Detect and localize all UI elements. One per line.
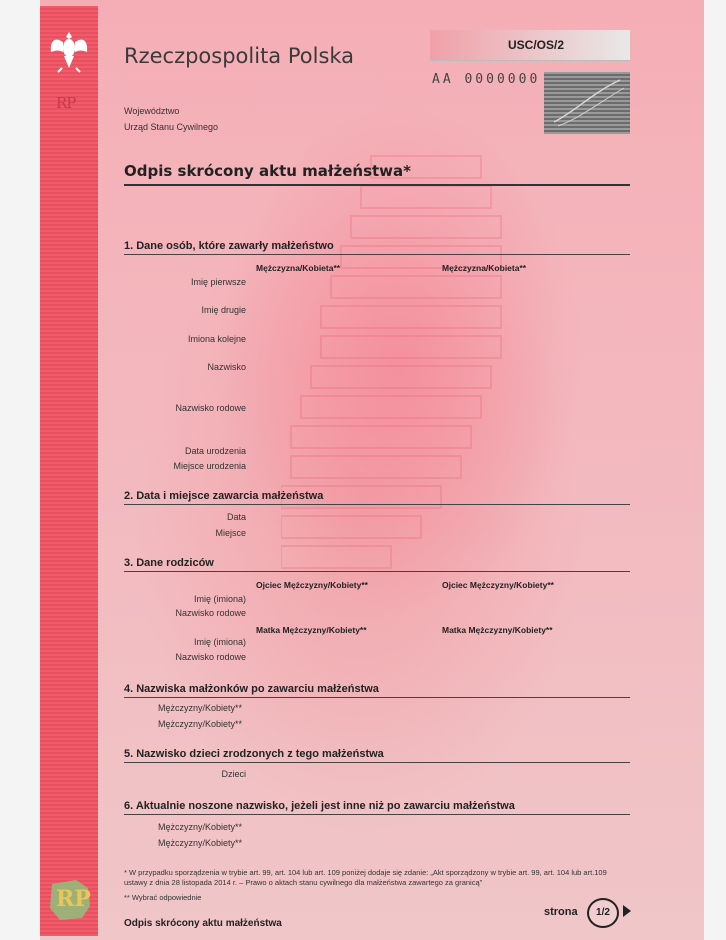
field-label-mother-surname: Nazwisko rodowe bbox=[175, 652, 246, 662]
section-2-title: 2. Data i miejsce zawarcia małżeństwa bbox=[124, 490, 324, 502]
field-label-current-surname-2: Mężczyzny/Kobiety** bbox=[158, 838, 243, 848]
registry-office-label: Urząd Stanu Cywilnego bbox=[124, 122, 219, 132]
page-number: 1/2 bbox=[587, 898, 619, 928]
field-label-children: Dzieci bbox=[221, 769, 246, 779]
section-5-title: 5. Nazwisko dzieci zrodzonych z tego małżeństwa bbox=[124, 748, 384, 760]
field-label-other-names: Imiona kolejne bbox=[187, 334, 246, 344]
footnote-1: * W przypadku sporządzenia w trybie art. 99, art. 104 lub art. 109 poniżej dodaje się zdanie: „Akt sporządzony w trybie art. 99, art. 104 lub art.109 ustawy z dnia 28 listopada 2014 r. – Prawo o aktach stanu cywilnego dla małżeństwa zawartego za granicą” bbox=[124, 868, 607, 887]
field-label-birth-date: Data urodzenia bbox=[184, 446, 246, 456]
section-4-divider bbox=[124, 697, 630, 698]
section-1-title: 1. Dane osób, które zawarły małżeństwo bbox=[124, 240, 334, 252]
field-label-current-surname-1: Mężczyzny/Kobiety** bbox=[158, 822, 243, 832]
rp-watermark-pattern bbox=[250, 120, 510, 600]
s3-father-1-header: Ojciec Mężczyzny/Kobiety** bbox=[256, 580, 368, 590]
voivodeship-label: Województwo bbox=[124, 106, 180, 116]
hologram-image bbox=[544, 72, 630, 134]
document-title: Odpis skrócony aktu małżeństwa* bbox=[124, 162, 411, 180]
section-3-divider bbox=[124, 571, 630, 572]
field-label-maiden-name: Nazwisko rodowe bbox=[175, 403, 246, 413]
s1-column-1-header: Mężczyzna/Kobieta** bbox=[256, 263, 341, 273]
next-page-arrow-icon[interactable] bbox=[623, 905, 631, 917]
s3-father-2-header: Ojciec Mężczyzny/Kobiety** bbox=[442, 580, 554, 590]
s1-column-2-header: Mężczyzna/Kobieta** bbox=[442, 263, 527, 273]
field-label-father-surname: Nazwisko rodowe bbox=[175, 608, 246, 618]
paper-margin-left bbox=[0, 0, 40, 940]
rp-logo-icon bbox=[46, 876, 94, 922]
field-label-marriage-date: Data bbox=[226, 512, 246, 522]
rp-microprint: RP bbox=[56, 94, 76, 112]
s3-mother-1-header: Matka Mężczyzny/Kobiety** bbox=[256, 625, 367, 635]
title-underline bbox=[124, 184, 630, 186]
field-label-first-name: Imię pierwsze bbox=[190, 277, 246, 287]
field-label-second-name: Imię drugie bbox=[201, 305, 246, 315]
section-3-title: 3. Dane rodziców bbox=[124, 557, 214, 569]
s3-mother-2-header: Matka Mężczyzny/Kobiety** bbox=[442, 625, 553, 635]
polish-eagle-emblem-icon bbox=[48, 28, 90, 76]
country-title: Rzeczpospolita Polska bbox=[124, 44, 355, 68]
section-6-title: 6. Aktualnie noszone nazwisko, jeżeli jest inne niż po zawarciu małżeństwa bbox=[124, 800, 515, 812]
form-code: USC/OS/2 bbox=[508, 38, 565, 52]
paper-margin-right bbox=[704, 0, 726, 940]
footer-document-title: Odpis skrócony aktu małżeństwa bbox=[124, 918, 282, 929]
field-label-surname: Nazwisko bbox=[207, 362, 246, 372]
serial-number: AA 0000000 bbox=[432, 72, 541, 87]
field-label-birth-place: Miejsce urodzenia bbox=[173, 461, 246, 471]
field-label-spouse-1-surname: Mężczyzny/Kobiety** bbox=[158, 703, 243, 713]
field-label-marriage-place: Miejsce bbox=[215, 528, 246, 538]
section-6-divider bbox=[124, 814, 630, 815]
field-label-spouse-2-surname: Mężczyzny/Kobiety** bbox=[158, 719, 243, 729]
field-label-father-names: Imię (imiona) bbox=[193, 594, 246, 604]
security-band bbox=[40, 6, 98, 936]
section-1-divider bbox=[124, 254, 630, 255]
section-2-divider bbox=[124, 504, 630, 505]
field-label-mother-names: Imię (imiona) bbox=[193, 637, 246, 647]
page-label: strona bbox=[544, 906, 578, 918]
section-5-divider bbox=[124, 762, 630, 763]
svg-text:RP: RP bbox=[56, 886, 91, 912]
section-4-title: 4. Nazwiska małżonków po zawarciu małżeństwa bbox=[124, 683, 379, 695]
footnote-2: ** Wybrać odpowiednie bbox=[124, 893, 202, 902]
